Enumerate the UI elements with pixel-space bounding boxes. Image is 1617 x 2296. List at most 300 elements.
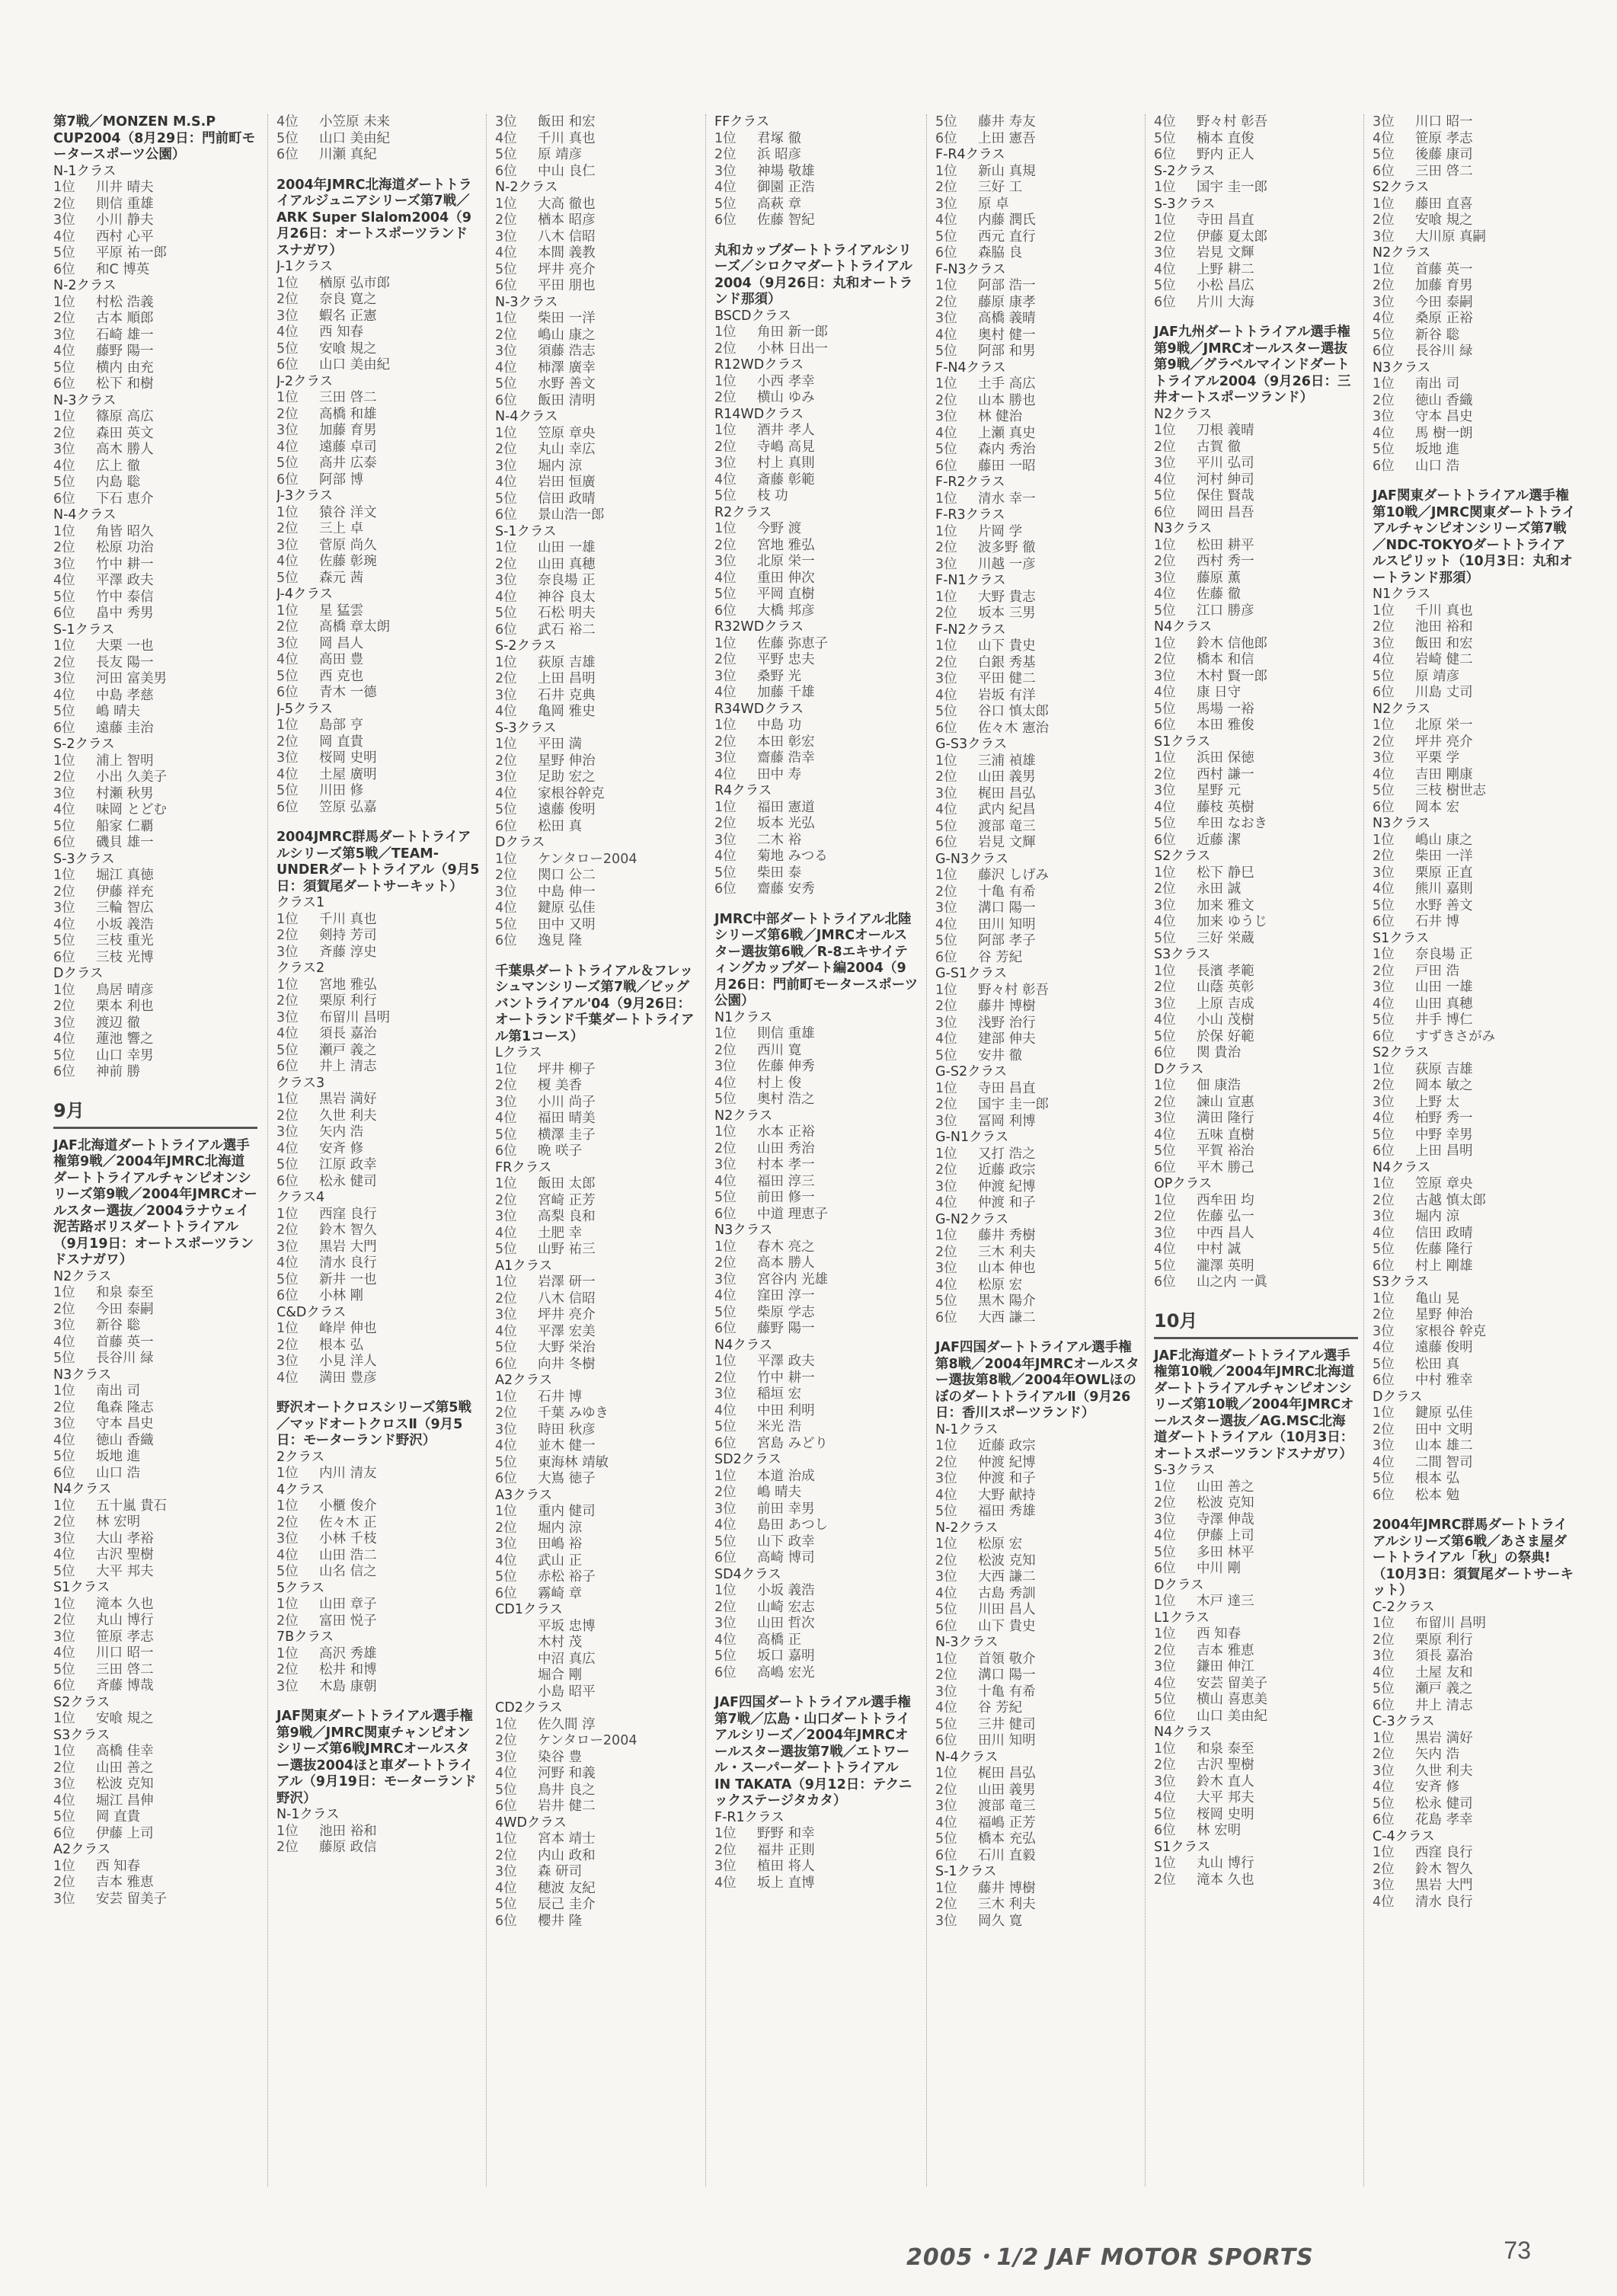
rank: 2位 xyxy=(53,654,75,670)
result-row xyxy=(935,344,1139,360)
result-row xyxy=(1373,898,1577,915)
rank: 4位 xyxy=(1373,1894,1395,1910)
result-row xyxy=(1154,1242,1358,1258)
event-heading: 2004JMRC群馬ダートトライアルシリーズ第5戦／TEAM-UNDERダートトライアル（9月5日：須賀尾ダートサーキット） xyxy=(276,830,480,894)
result-row xyxy=(935,999,1139,1015)
rank: 4位 xyxy=(1154,261,1176,277)
rank: 2位 xyxy=(1373,1632,1395,1648)
class-heading: S-3クラス xyxy=(53,851,115,867)
rank: 3位 xyxy=(935,1684,957,1700)
result-row xyxy=(1154,636,1358,653)
rank: 5位 xyxy=(495,1340,517,1355)
result-row xyxy=(714,816,919,833)
spacer xyxy=(276,1386,481,1400)
result-row xyxy=(714,1632,919,1649)
rank: 6位 xyxy=(1373,1373,1395,1388)
driver-name: 味岡 とどむ xyxy=(96,802,168,817)
result-row xyxy=(714,1059,919,1076)
result-row xyxy=(1154,472,1358,489)
rank: 5位 xyxy=(1373,1796,1395,1812)
results-column-4 xyxy=(714,114,919,1891)
driver-name: 森脇 良 xyxy=(978,245,1023,261)
result-row xyxy=(276,309,481,325)
result-row xyxy=(1373,1209,1577,1226)
result-row xyxy=(53,1015,257,1032)
rank: 1位 xyxy=(276,911,299,927)
rank: 3位 xyxy=(1373,980,1395,995)
driver-name: 小林 千枝 xyxy=(319,1531,377,1546)
result-row xyxy=(495,197,699,213)
result-row xyxy=(276,1548,481,1565)
result-row xyxy=(276,912,481,929)
result-row xyxy=(714,1403,919,1420)
result-row xyxy=(1373,1258,1577,1275)
driver-name: 本田 彰宏 xyxy=(757,734,815,750)
driver-name: 島田 あつし xyxy=(757,1517,829,1533)
driver-name: 磯貝 雄一 xyxy=(96,835,154,850)
result-row xyxy=(53,1662,257,1679)
driver-name: 吉本 雅恵 xyxy=(1197,1642,1254,1658)
result-row xyxy=(714,164,919,181)
driver-name: 田川 知明 xyxy=(978,916,1036,932)
driver-name: 冨岡 利博 xyxy=(978,1113,1036,1129)
driver-name: 横山 喜恵美 xyxy=(1197,1692,1268,1707)
class-heading: J-3クラス xyxy=(276,488,333,504)
rank: 6位 xyxy=(935,245,957,261)
event-heading: 第7戦／MONZEN M.S.P CUP2004（8月29日：門前町モータースポーツ公園） xyxy=(53,114,256,162)
result-row xyxy=(935,1619,1139,1636)
rank: 2位 xyxy=(1373,213,1395,228)
rank: 2位 xyxy=(495,1847,517,1863)
class-heading: F-N3クラス xyxy=(935,261,1006,277)
result-row xyxy=(495,1176,699,1193)
result-row xyxy=(53,1793,257,1810)
result-row xyxy=(1154,718,1358,734)
result-row xyxy=(495,1537,699,1553)
driver-name: 植田 将人 xyxy=(757,1859,815,1874)
result-row xyxy=(495,475,699,491)
spacer xyxy=(935,1326,1139,1340)
rank: 6位 xyxy=(495,163,517,179)
driver-name: 三枝 樹世志 xyxy=(1415,783,1487,798)
rank: 3位 xyxy=(1373,865,1395,881)
result-row xyxy=(935,245,1139,262)
class-heading: F-N1クラス xyxy=(935,573,1006,588)
result-row xyxy=(935,295,1139,312)
result-row xyxy=(495,393,699,410)
rank: 5位 xyxy=(1154,278,1176,293)
result-row xyxy=(276,1466,481,1482)
driver-name: 堀内 涼 xyxy=(1415,1209,1460,1224)
driver-name: 高田 豊 xyxy=(319,652,364,667)
driver-name: 山下 貴史 xyxy=(978,638,1036,654)
result-row xyxy=(935,1766,1139,1783)
driver-name: 中沼 真広 xyxy=(538,1651,596,1667)
driver-name: 三田 啓二 xyxy=(1415,163,1473,179)
rank: 6位 xyxy=(1373,914,1395,929)
driver-name: 大平 邦夫 xyxy=(96,1563,154,1579)
driver-name: 齋藤 浩幸 xyxy=(757,750,815,766)
driver-name: 齋藤 安秀 xyxy=(757,881,815,897)
rank: 2位 xyxy=(495,1733,517,1748)
class-heading: S2クラス xyxy=(1373,180,1430,195)
result-row xyxy=(495,1078,699,1095)
driver-name: 畠中 秀男 xyxy=(96,606,154,621)
class-heading: R2クラス xyxy=(714,504,772,520)
class-heading: A2クラス xyxy=(53,1842,111,1857)
result-row xyxy=(935,868,1139,884)
driver-name: 高本 勝人 xyxy=(757,1255,815,1271)
result-row xyxy=(935,1278,1139,1294)
driver-name: 安喰 規之 xyxy=(1415,213,1473,228)
driver-name: 山口 浩 xyxy=(1415,458,1460,474)
rank: 3位 xyxy=(714,668,737,684)
rank: 5位 xyxy=(714,1648,737,1664)
driver-name: 岡 直貴 xyxy=(319,734,364,750)
rank: 2位 xyxy=(1373,278,1395,293)
class-heading: BSCDクラス xyxy=(714,308,791,324)
result-row xyxy=(935,1097,1139,1114)
result-row xyxy=(276,325,481,341)
driver-name: 嶋山 康之 xyxy=(538,327,596,343)
driver-name: 堀内 涼 xyxy=(538,458,583,474)
result-row xyxy=(714,1157,919,1174)
rank: 2位 xyxy=(1154,1209,1176,1224)
driver-name: 大平 邦夫 xyxy=(1197,1790,1254,1805)
result-row xyxy=(276,1564,481,1581)
rank: 3位 xyxy=(1154,245,1176,261)
rank: 2位 xyxy=(1154,766,1176,782)
driver-name: 中島 孝慈 xyxy=(96,687,154,703)
result-row xyxy=(53,1351,257,1367)
result-row xyxy=(1154,865,1358,882)
result-row xyxy=(935,900,1139,917)
result-row xyxy=(714,1648,919,1665)
class-heading: N1クラス xyxy=(1373,587,1431,602)
class-heading: CD1クラス xyxy=(495,1602,563,1617)
class-heading: N3クラス xyxy=(714,1223,773,1238)
result-row xyxy=(714,1843,919,1860)
result-row xyxy=(495,311,699,328)
rank: 1位 xyxy=(1373,376,1395,392)
result-row xyxy=(1154,1561,1358,1578)
driver-name: 吉田 剛康 xyxy=(1415,766,1473,782)
class-heading: R32WDクラス xyxy=(714,619,804,635)
rank: 3位 xyxy=(1373,1323,1395,1339)
class-heading: N-2クラス xyxy=(53,278,117,293)
result-row xyxy=(1154,423,1358,440)
driver-name: 西川 寛 xyxy=(757,1042,802,1058)
driver-name: 剣持 芳司 xyxy=(319,928,377,943)
driver-name: 江口 勝彦 xyxy=(1197,603,1254,619)
result-row xyxy=(53,229,257,246)
result-row xyxy=(495,590,699,606)
rank: 4位 xyxy=(53,344,75,359)
result-row xyxy=(1154,1495,1358,1512)
driver-name: 山田 一雄 xyxy=(1415,980,1473,995)
rank: 2位 xyxy=(935,1553,957,1569)
result-row xyxy=(495,1635,699,1652)
driver-name: 佐藤 弥恵子 xyxy=(757,635,829,651)
result-row xyxy=(714,390,919,407)
result-row xyxy=(276,1354,481,1370)
result-row xyxy=(276,1255,481,1272)
result-row xyxy=(495,1521,699,1537)
result-row xyxy=(1154,1774,1358,1791)
result-row xyxy=(1373,1143,1577,1160)
month-heading: 9月 xyxy=(53,1098,257,1129)
driver-name: 原 靖彦 xyxy=(1415,668,1460,684)
driver-name: 川口 昭一 xyxy=(1415,114,1473,130)
driver-name: 田中 文明 xyxy=(1415,1421,1473,1437)
result-row xyxy=(1373,964,1577,980)
driver-name: 東海林 靖敏 xyxy=(538,1454,609,1470)
rank: 5位 xyxy=(495,606,517,621)
result-row xyxy=(53,1498,257,1515)
rank: 3位 xyxy=(714,554,737,569)
result-row xyxy=(714,1288,919,1305)
rank: 4位 xyxy=(495,130,517,146)
rank: 5位 xyxy=(1373,147,1395,162)
driver-name: 桑原 正裕 xyxy=(1415,311,1473,326)
driver-name: 安芸 留美子 xyxy=(96,1891,168,1907)
driver-name: 丸山 博行 xyxy=(96,1613,154,1628)
results-column-2 xyxy=(276,114,481,1856)
rank: 1位 xyxy=(495,540,517,555)
result-row xyxy=(935,721,1139,737)
driver-name: 石井 克典 xyxy=(538,687,596,703)
driver-name: 木島 康朝 xyxy=(319,1678,377,1694)
rank: 6位 xyxy=(53,949,75,965)
rank: 2位 xyxy=(53,999,75,1014)
event-heading: JAF関東ダートトライアル選手権第10戦／JMRC関東ダートトライアルチャンピオンシリーズ第7戦／NDC-TOKYOダートトライアルスピリット（10月3日：丸和オートランド那須） xyxy=(1373,488,1576,586)
result-row xyxy=(1373,442,1577,459)
driver-name: 波多野 徹 xyxy=(978,540,1036,555)
result-row xyxy=(53,819,257,836)
driver-name: 鈴木 智久 xyxy=(319,1223,377,1238)
results-column-6 xyxy=(1154,114,1358,1888)
rank: 2位 xyxy=(1373,1747,1395,1762)
driver-name: 岩田 恒廣 xyxy=(538,475,596,490)
rank: 5位 xyxy=(1373,783,1395,798)
result-row xyxy=(495,1684,699,1701)
driver-name: 星野 元 xyxy=(1197,783,1242,798)
driver-name: 上田 憲吾 xyxy=(978,130,1036,146)
result-row xyxy=(1373,980,1577,996)
result-row xyxy=(53,475,257,491)
driver-name: 平田 満 xyxy=(538,737,583,752)
rank: 2位 xyxy=(714,147,737,162)
result-row xyxy=(1373,1455,1577,1472)
rank: 6位 xyxy=(495,1471,517,1486)
result-row xyxy=(495,671,699,688)
class-heading: S-3クラス xyxy=(1154,1463,1216,1478)
class-heading: J-5クラス xyxy=(276,701,333,717)
result-row xyxy=(495,1357,699,1373)
driver-name: 徳山 香織 xyxy=(96,1432,154,1448)
driver-name: 谷 芳紀 xyxy=(978,1700,1023,1716)
result-row xyxy=(495,360,699,377)
driver-name: 水野 善文 xyxy=(538,376,596,392)
rank: 4位 xyxy=(276,1255,299,1271)
rank: 2位 xyxy=(1373,1861,1395,1877)
result-row xyxy=(495,704,699,721)
rank: 6位 xyxy=(1154,1159,1176,1175)
driver-name: 山下 貴史 xyxy=(978,1618,1036,1634)
driver-name: 又打 浩之 xyxy=(978,1146,1036,1162)
rank: 2位 xyxy=(935,540,957,555)
result-row xyxy=(495,688,699,705)
driver-name: 笹原 孝志 xyxy=(1415,130,1473,146)
rank: 1位 xyxy=(276,1466,299,1481)
class-heading: N4クラス xyxy=(714,1337,773,1353)
rank: 5位 xyxy=(53,1563,75,1579)
result-row xyxy=(1154,685,1358,702)
driver-name: 西 知春 xyxy=(319,325,364,340)
result-row xyxy=(1373,1324,1577,1341)
driver-name: 阿部 浩一 xyxy=(978,278,1036,293)
class-heading: 4クラス xyxy=(276,1482,325,1498)
rank: 2位 xyxy=(1154,554,1176,569)
class-heading: N-1クラス xyxy=(53,163,117,179)
rank: 4位 xyxy=(53,1792,75,1808)
driver-name: 三田 啓二 xyxy=(319,390,377,405)
rank: 3位 xyxy=(935,1261,957,1276)
driver-name: 西 克也 xyxy=(319,668,364,684)
result-row xyxy=(1154,180,1358,197)
driver-name: 鎌田 伸江 xyxy=(1197,1659,1254,1674)
driver-name: 楠本 直俊 xyxy=(1197,130,1254,146)
driver-name: 大橋 邦彦 xyxy=(757,603,815,619)
result-row xyxy=(935,164,1139,181)
rank: 2位 xyxy=(714,1370,737,1386)
result-row xyxy=(714,521,919,538)
result-row xyxy=(1373,278,1577,295)
rank: 4位 xyxy=(53,802,75,817)
rank: 3位 xyxy=(495,884,517,900)
driver-name: 松波 克知 xyxy=(96,1776,154,1792)
rank: 5位 xyxy=(1373,897,1395,913)
event-heading: 丸和カップダートトライアルシリーズ／シロクマダートトライアル2004（9月26日：丸和オートランド那須） xyxy=(714,242,913,307)
rank: 6位 xyxy=(495,1143,517,1159)
driver-name: 十亀 有希 xyxy=(978,884,1036,900)
class-heading: R14WDクラス xyxy=(714,406,804,422)
rank: 3位 xyxy=(495,344,517,359)
rank: 1位 xyxy=(1154,537,1176,553)
rank: 1位 xyxy=(935,1651,957,1667)
rank: 3位 xyxy=(1373,229,1395,245)
rank: 1位 xyxy=(53,638,75,654)
driver-name: 原 卓 xyxy=(978,196,1009,212)
rank: 1位 xyxy=(935,278,957,293)
driver-name: 飯田 清明 xyxy=(538,392,596,408)
spacer xyxy=(1154,311,1358,325)
result-row xyxy=(714,767,919,784)
rank: 2位 xyxy=(53,884,75,900)
rank: 5位 xyxy=(1373,327,1395,343)
result-row xyxy=(714,1583,919,1600)
result-row xyxy=(276,1662,481,1679)
rank: 6位 xyxy=(495,818,517,834)
rank: 3位 xyxy=(1373,635,1395,651)
result-row xyxy=(1373,881,1577,898)
driver-name: 石井 博 xyxy=(538,1389,583,1405)
result-row xyxy=(53,442,257,459)
rank: 2位 xyxy=(495,671,517,686)
class-heading: N3クラス xyxy=(1373,360,1431,376)
result-row xyxy=(935,1048,1139,1065)
driver-name: 新谷 聡 xyxy=(96,1318,141,1333)
result-row xyxy=(1373,311,1577,328)
results-column-1 xyxy=(53,114,257,1907)
result-row xyxy=(714,1207,919,1223)
driver-name: 平賀 裕治 xyxy=(1197,1143,1254,1159)
driver-name: 田中 又明 xyxy=(538,916,596,932)
rank: 4位 xyxy=(53,1031,75,1047)
rank: 2位 xyxy=(714,341,737,357)
driver-name: 中西 昌人 xyxy=(1197,1225,1254,1241)
result-row xyxy=(53,426,257,443)
result-row xyxy=(935,1815,1139,1832)
driver-name: すずきさがみ xyxy=(1415,1028,1496,1044)
rank: 1位 xyxy=(1154,1078,1176,1093)
driver-name: 西 知春 xyxy=(96,1858,141,1874)
driver-name: 佐藤 伸秀 xyxy=(757,1059,815,1074)
class-heading: G-S2クラス xyxy=(935,1064,1008,1079)
result-row xyxy=(1373,996,1577,1013)
driver-name: 奥村 健一 xyxy=(978,327,1036,343)
result-row xyxy=(276,1207,481,1223)
rank: 4位 xyxy=(935,1700,957,1716)
rank: 5位 xyxy=(495,1454,517,1470)
result-row xyxy=(935,1783,1139,1799)
rank: 6位 xyxy=(53,1064,75,1079)
result-row xyxy=(1154,1160,1358,1177)
result-row xyxy=(1154,1193,1358,1210)
driver-name: 久世 利夫 xyxy=(1415,1763,1473,1779)
result-row xyxy=(495,622,699,639)
driver-name: 鈴木 信他郎 xyxy=(1197,635,1268,651)
rank: 2位 xyxy=(714,1255,737,1271)
result-row xyxy=(935,197,1139,213)
driver-name: 竹中 耕一 xyxy=(96,556,154,572)
rank: 1位 xyxy=(1154,635,1176,651)
class-heading: R12WDクラス xyxy=(714,357,804,373)
result-row xyxy=(1373,328,1577,344)
result-row xyxy=(1373,652,1577,669)
result-row xyxy=(935,1881,1139,1898)
rank: 4位 xyxy=(495,1880,517,1896)
driver-name: 千葉 みゆき xyxy=(538,1405,609,1421)
result-row xyxy=(495,1799,699,1815)
result-row xyxy=(495,328,699,344)
result-row xyxy=(1373,295,1577,312)
rank: 5位 xyxy=(495,1127,517,1143)
rank: 3位 xyxy=(1154,456,1176,471)
class-heading: C&Dクラス xyxy=(276,1304,347,1320)
driver-name: 鈴木 智久 xyxy=(1415,1861,1473,1877)
result-row xyxy=(1373,1029,1577,1046)
result-row xyxy=(1373,1764,1577,1780)
result-row xyxy=(495,376,699,393)
rank: 1位 xyxy=(935,523,957,539)
driver-name: 信田 政晴 xyxy=(1415,1225,1473,1241)
result-row xyxy=(1154,1872,1358,1889)
rank: 3位 xyxy=(276,1124,299,1140)
result-row xyxy=(276,1840,481,1856)
driver-name: 大野 献持 xyxy=(978,1487,1036,1503)
driver-name: 西 知春 xyxy=(1197,1626,1242,1642)
